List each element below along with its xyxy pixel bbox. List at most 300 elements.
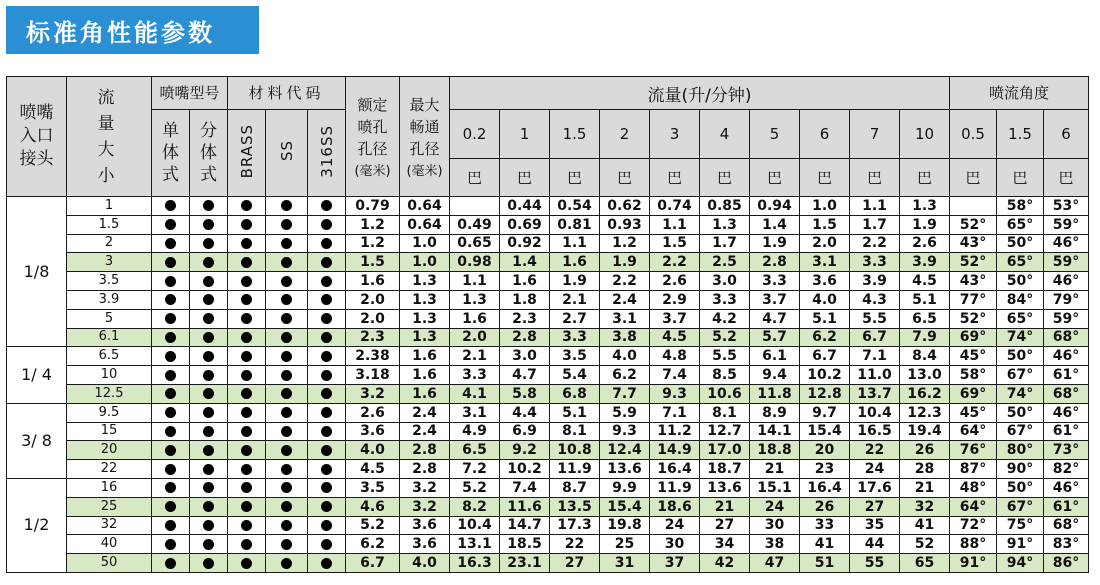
availability-cell (152, 215, 190, 234)
header-material-code: 材料代码 (228, 77, 346, 110)
pressure-3: 2 (600, 110, 650, 159)
flow-cell: 4.8 (650, 347, 700, 366)
availability-cell (266, 460, 308, 479)
header-angle: 喷流角度 (950, 77, 1089, 110)
availability-cell (266, 347, 308, 366)
flow-cell: 41 (900, 516, 950, 535)
flow-cell: 2.4 (600, 290, 650, 309)
angle-cell: 65° (997, 309, 1044, 328)
orifice-cell: 3.2 (346, 384, 400, 403)
pressure-5: 4 (700, 110, 750, 159)
flow-cell: 13.6 (700, 478, 750, 497)
dot-icon (203, 464, 214, 475)
orifice-cell: 1.5 (346, 253, 400, 272)
dot-icon (241, 445, 252, 456)
dot-icon (165, 276, 176, 287)
header-passage: 最大畅通孔径 (毫米) (400, 77, 450, 197)
flow-cell: 0.62 (600, 197, 650, 216)
flow-cell: 2.1 (550, 290, 600, 309)
angle-cell: 67° (997, 366, 1044, 385)
availability-cell (228, 460, 266, 479)
flow-cell: 27 (550, 554, 600, 573)
availability-cell (190, 460, 228, 479)
dot-icon (281, 482, 292, 493)
flow-cell: 52 (900, 535, 950, 554)
table-row (7, 460, 1089, 479)
availability-cell (308, 234, 346, 253)
flow-cell: 6.2 (600, 366, 650, 385)
dot-icon (321, 332, 332, 343)
availability-cell (152, 384, 190, 403)
flow-cell: 2.8 (750, 253, 800, 272)
flow-cell: 4.0 (600, 347, 650, 366)
table-row (7, 384, 1089, 403)
angle-cell: 45° (950, 347, 997, 366)
availability-cell (266, 535, 308, 554)
flow-cell: 1.3 (450, 290, 500, 309)
dot-icon (241, 464, 252, 475)
availability-cell (266, 403, 308, 422)
flow-cell: 4.3 (850, 290, 900, 309)
flow-cell: 5.5 (850, 309, 900, 328)
bar-unit: 巴 (650, 159, 700, 197)
angle-cell: 46° (1044, 478, 1089, 497)
availability-cell (266, 366, 308, 385)
flow-cell: 1.1 (550, 234, 600, 253)
dot-icon (281, 445, 292, 456)
dot-icon (281, 332, 292, 343)
flow-cell: 3.1 (600, 309, 650, 328)
orifice-cell: 2.3 (346, 328, 400, 347)
flow-cell: 4.5 (900, 272, 950, 291)
availability-cell (228, 215, 266, 234)
availability-cell (152, 290, 190, 309)
flow-size-cell: 25 (67, 497, 152, 516)
flow-cell: 3.9 (900, 253, 950, 272)
flow-cell: 1.4 (500, 253, 550, 272)
table-row (7, 309, 1089, 328)
flow-cell: 35 (850, 516, 900, 535)
flow-cell: 12.4 (600, 441, 650, 460)
flow-cell: 23 (800, 460, 850, 479)
flow-cell: 3.9 (850, 272, 900, 291)
table-row (7, 272, 1089, 291)
flow-cell: 0.93 (600, 215, 650, 234)
orifice-cell: 2.0 (346, 290, 400, 309)
flow-cell: 8.9 (750, 403, 800, 422)
availability-cell (228, 347, 266, 366)
availability-cell (266, 272, 308, 291)
bar-unit: 巴 (1044, 159, 1089, 197)
flow-cell: 1.1 (850, 197, 900, 216)
flow-size-cell: 1.5 (67, 215, 152, 234)
table-row (7, 422, 1089, 441)
flow-cell: 16.4 (800, 478, 850, 497)
dot-icon (321, 257, 332, 268)
passage-cell: 1.3 (400, 328, 450, 347)
angle-cell: 77° (950, 290, 997, 309)
flow-cell: 11.6 (500, 497, 550, 516)
dot-icon (321, 294, 332, 305)
flow-cell: 22 (550, 535, 600, 554)
flow-cell: 7.1 (850, 347, 900, 366)
header-pressure-row (7, 110, 1089, 159)
availability-cell (152, 554, 190, 573)
availability-cell (228, 516, 266, 535)
availability-cell (152, 234, 190, 253)
flow-cell: 15.1 (750, 478, 800, 497)
angle-cell: 46° (1044, 347, 1089, 366)
availability-cell (266, 234, 308, 253)
angle-cell: 59° (1044, 215, 1089, 234)
dot-icon (165, 501, 176, 512)
availability-cell (308, 272, 346, 291)
orifice-cell: 6.2 (346, 535, 400, 554)
availability-cell (152, 516, 190, 535)
header-inlet: 喷嘴入口接头 (7, 77, 67, 197)
dot-icon (241, 407, 252, 418)
orifice-cell: 3.6 (346, 422, 400, 441)
flow-cell: 5.1 (900, 290, 950, 309)
flow-cell: 17.6 (850, 478, 900, 497)
availability-cell (308, 478, 346, 497)
availability-cell (266, 441, 308, 460)
availability-cell (308, 384, 346, 403)
angle-cell: 68° (1044, 516, 1089, 535)
dot-icon (203, 407, 214, 418)
angle-cell: 50° (997, 347, 1044, 366)
passage-cell: 1.6 (400, 366, 450, 385)
orifice-cell: 4.6 (346, 497, 400, 516)
angle-cell: 58° (997, 197, 1044, 216)
flow-cell: 4.7 (750, 309, 800, 328)
availability-cell (152, 460, 190, 479)
bar-unit: 巴 (750, 159, 800, 197)
table-row (7, 403, 1089, 422)
pressure-2: 1.5 (550, 110, 600, 159)
flow-size-cell: 20 (67, 441, 152, 460)
passage-cell: 1.6 (400, 384, 450, 403)
dot-icon (321, 200, 332, 211)
passage-cell: 1.3 (400, 290, 450, 309)
passage-cell: 1.0 (400, 253, 450, 272)
flow-cell: 7.2 (450, 460, 500, 479)
flow-cell: 5.9 (600, 403, 650, 422)
bar-unit: 巴 (450, 159, 500, 197)
availability-cell (308, 497, 346, 516)
flow-cell: 19.4 (900, 422, 950, 441)
flow-size-cell: 10 (67, 366, 152, 385)
flow-cell: 5.5 (700, 347, 750, 366)
flow-cell: 6.9 (500, 422, 550, 441)
dot-icon (203, 520, 214, 531)
flow-cell: 12.7 (700, 422, 750, 441)
orifice-cell: 2.6 (346, 403, 400, 422)
flow-cell: 1.5 (800, 215, 850, 234)
flow-cell: 0.74 (650, 197, 700, 216)
flow-cell: 16.5 (850, 422, 900, 441)
flow-cell: 1.1 (450, 272, 500, 291)
dot-icon (203, 388, 214, 399)
availability-cell (308, 554, 346, 573)
flow-cell: 1.7 (850, 215, 900, 234)
table-row (7, 328, 1089, 347)
flow-cell: 9.4 (750, 366, 800, 385)
dot-icon (321, 388, 332, 399)
flow-cell: 2.6 (650, 272, 700, 291)
availability-cell (308, 290, 346, 309)
table-row (7, 234, 1089, 253)
angle-cell: 58° (950, 366, 997, 385)
flow-cell: 37 (650, 554, 700, 573)
angle-cell: 84° (997, 290, 1044, 309)
flow-cell: 41 (800, 535, 850, 554)
flow-cell: 21 (900, 478, 950, 497)
angle-cell: 53° (1044, 197, 1089, 216)
flow-cell: 3.6 (800, 272, 850, 291)
dot-icon (165, 445, 176, 456)
flow-cell: 6.7 (800, 347, 850, 366)
availability-cell (152, 253, 190, 272)
orifice-cell: 2.38 (346, 347, 400, 366)
availability-cell (190, 554, 228, 573)
flow-cell: 5.1 (800, 309, 850, 328)
flow-cell: 3.8 (600, 328, 650, 347)
flow-cell: 10.2 (800, 366, 850, 385)
flow-cell: 3.3 (550, 328, 600, 347)
dot-icon (241, 426, 252, 437)
flow-size-cell: 6.5 (67, 347, 152, 366)
angle-cell: 90° (997, 460, 1044, 479)
header-type-split: 分体式 (190, 110, 228, 197)
material-brass-label: BRASS (237, 123, 256, 179)
flow-cell: 13.7 (850, 384, 900, 403)
flow-size-cell: 6.1 (67, 328, 152, 347)
table-row (7, 535, 1089, 554)
bar-unit: 巴 (850, 159, 900, 197)
passage-cell: 1.6 (400, 347, 450, 366)
flow-cell: 6.5 (450, 441, 500, 460)
availability-cell (152, 366, 190, 385)
flow-cell: 7.1 (650, 403, 700, 422)
flow-cell: 6.2 (800, 328, 850, 347)
performance-table (6, 76, 1089, 573)
availability-cell (190, 328, 228, 347)
flow-cell: 0.54 (550, 197, 600, 216)
angle-cell: 73° (1044, 441, 1089, 460)
table-row (7, 497, 1089, 516)
orifice-cell: 1.2 (346, 215, 400, 234)
pressure-7: 6 (800, 110, 850, 159)
flow-cell: 1.3 (900, 197, 950, 216)
flow-cell: 4.2 (700, 309, 750, 328)
dot-icon (165, 200, 176, 211)
flow-cell: 2.2 (650, 253, 700, 272)
flow-cell: 3.1 (450, 403, 500, 422)
flow-cell: 5.2 (450, 478, 500, 497)
pressure-9: 10 (900, 110, 950, 159)
angle-cell: 69° (950, 328, 997, 347)
flow-cell: 10.8 (550, 441, 600, 460)
dot-icon (165, 539, 176, 550)
flow-cell: 13.6 (600, 460, 650, 479)
availability-cell (190, 422, 228, 441)
angle-cell: 94° (997, 554, 1044, 573)
orifice-cell: 2.0 (346, 309, 400, 328)
table-row (7, 215, 1089, 234)
angle-cell: 61° (1044, 366, 1089, 385)
flow-cell: 12.3 (900, 403, 950, 422)
dot-icon (281, 558, 292, 569)
dot-icon (241, 200, 252, 211)
flow-cell: 10.4 (850, 403, 900, 422)
flow-cell: 7.4 (650, 366, 700, 385)
passage-cell: 2.8 (400, 441, 450, 460)
angle-cell: 43° (950, 234, 997, 253)
angle-cell: 88° (950, 535, 997, 554)
flow-cell: 9.9 (600, 478, 650, 497)
flow-cell: 4.1 (450, 384, 500, 403)
flow-cell: 14.1 (750, 422, 800, 441)
table-body (7, 197, 1089, 573)
flow-cell: 16.4 (650, 460, 700, 479)
flow-cell: 30 (650, 535, 700, 554)
flow-cell: 24 (750, 497, 800, 516)
table-row (7, 516, 1089, 535)
dot-icon (165, 482, 176, 493)
passage-cell: 0.64 (400, 215, 450, 234)
dot-icon (203, 200, 214, 211)
flow-cell: 0.65 (450, 234, 500, 253)
dot-icon (241, 313, 252, 324)
flow-size-cell: 5 (67, 309, 152, 328)
flow-cell: 20 (800, 441, 850, 460)
flow-cell: 9.3 (650, 384, 700, 403)
dot-icon (203, 276, 214, 287)
availability-cell (190, 215, 228, 234)
flow-size-cell: 40 (67, 535, 152, 554)
availability-cell (228, 328, 266, 347)
availability-cell (228, 422, 266, 441)
dot-icon (281, 426, 292, 437)
availability-cell (228, 441, 266, 460)
availability-cell (228, 366, 266, 385)
flow-cell: 1.8 (500, 290, 550, 309)
orifice-cell: 0.79 (346, 197, 400, 216)
angle-cell: 52° (950, 253, 997, 272)
header-material-316ss (308, 110, 346, 197)
flow-cell: 0.44 (500, 197, 550, 216)
availability-cell (266, 497, 308, 516)
flow-cell: 12.8 (800, 384, 850, 403)
flow-cell: 1.0 (800, 197, 850, 216)
flow-cell: 9.2 (500, 441, 550, 460)
flow-cell: 4.4 (500, 403, 550, 422)
flow-cell: 32 (900, 497, 950, 516)
angle-cell: 74° (997, 384, 1044, 403)
flow-cell: 4.7 (500, 366, 550, 385)
availability-cell (228, 497, 266, 516)
flow-cell: 0.98 (450, 253, 500, 272)
flow-cell: 15.4 (800, 422, 850, 441)
passage-cell: 2.4 (400, 422, 450, 441)
flow-cell: 3.3 (750, 272, 800, 291)
availability-cell (266, 516, 308, 535)
angle-cell: 65° (997, 253, 1044, 272)
dot-icon (321, 558, 332, 569)
availability-cell (190, 309, 228, 328)
availability-cell (308, 347, 346, 366)
material-ss-label: SS (277, 140, 296, 162)
flow-cell: 26 (900, 441, 950, 460)
dot-icon (203, 294, 214, 305)
flow-cell: 3.1 (800, 253, 850, 272)
dot-icon (321, 426, 332, 437)
angle-cell (950, 197, 997, 216)
angle-cell: 68° (1044, 384, 1089, 403)
flow-cell: 3.0 (700, 272, 750, 291)
dot-icon (241, 501, 252, 512)
angle-cell: 64° (950, 497, 997, 516)
angle-cell: 45° (950, 403, 997, 422)
dot-icon (281, 520, 292, 531)
dot-icon (321, 276, 332, 287)
availability-cell (152, 328, 190, 347)
angle-cell: 48° (950, 478, 997, 497)
dot-icon (241, 332, 252, 343)
angle-cell: 46° (1044, 403, 1089, 422)
flow-cell: 1.9 (550, 272, 600, 291)
flow-cell: 8.1 (550, 422, 600, 441)
flow-cell: 5.1 (550, 403, 600, 422)
flow-cell: 2.2 (600, 272, 650, 291)
flow-size-cell: 2 (67, 234, 152, 253)
flow-cell: 14.9 (650, 441, 700, 460)
flow-size-cell: 12.5 (67, 384, 152, 403)
flow-cell: 2.3 (500, 309, 550, 328)
flow-cell: 2.9 (650, 290, 700, 309)
angle-cell: 46° (1044, 234, 1089, 253)
table-row (7, 366, 1089, 385)
availability-cell (152, 535, 190, 554)
availability-cell (190, 478, 228, 497)
flow-size-cell: 22 (67, 460, 152, 479)
availability-cell (308, 309, 346, 328)
flow-cell: 1.9 (900, 215, 950, 234)
flow-cell: 7.9 (900, 328, 950, 347)
connection-size: 1/2 (7, 478, 67, 572)
availability-cell (190, 347, 228, 366)
table-row (7, 441, 1089, 460)
passage-cell: 3.6 (400, 535, 450, 554)
table-row (7, 197, 1089, 216)
flow-cell: 65 (900, 554, 950, 573)
angle-cell: 50° (997, 234, 1044, 253)
angle-cell: 74° (997, 328, 1044, 347)
flow-cell: 5.8 (500, 384, 550, 403)
flow-cell: 1.3 (700, 215, 750, 234)
flow-cell: 3.3 (450, 366, 500, 385)
flow-cell: 3.7 (750, 290, 800, 309)
dot-icon (281, 501, 292, 512)
flow-cell: 1.4 (750, 215, 800, 234)
dot-icon (241, 238, 252, 249)
angle-cell: 61° (1044, 422, 1089, 441)
flow-cell: 0.92 (500, 234, 550, 253)
flow-cell: 18.6 (650, 497, 700, 516)
flow-cell: 16.2 (900, 384, 950, 403)
dot-icon (165, 313, 176, 324)
